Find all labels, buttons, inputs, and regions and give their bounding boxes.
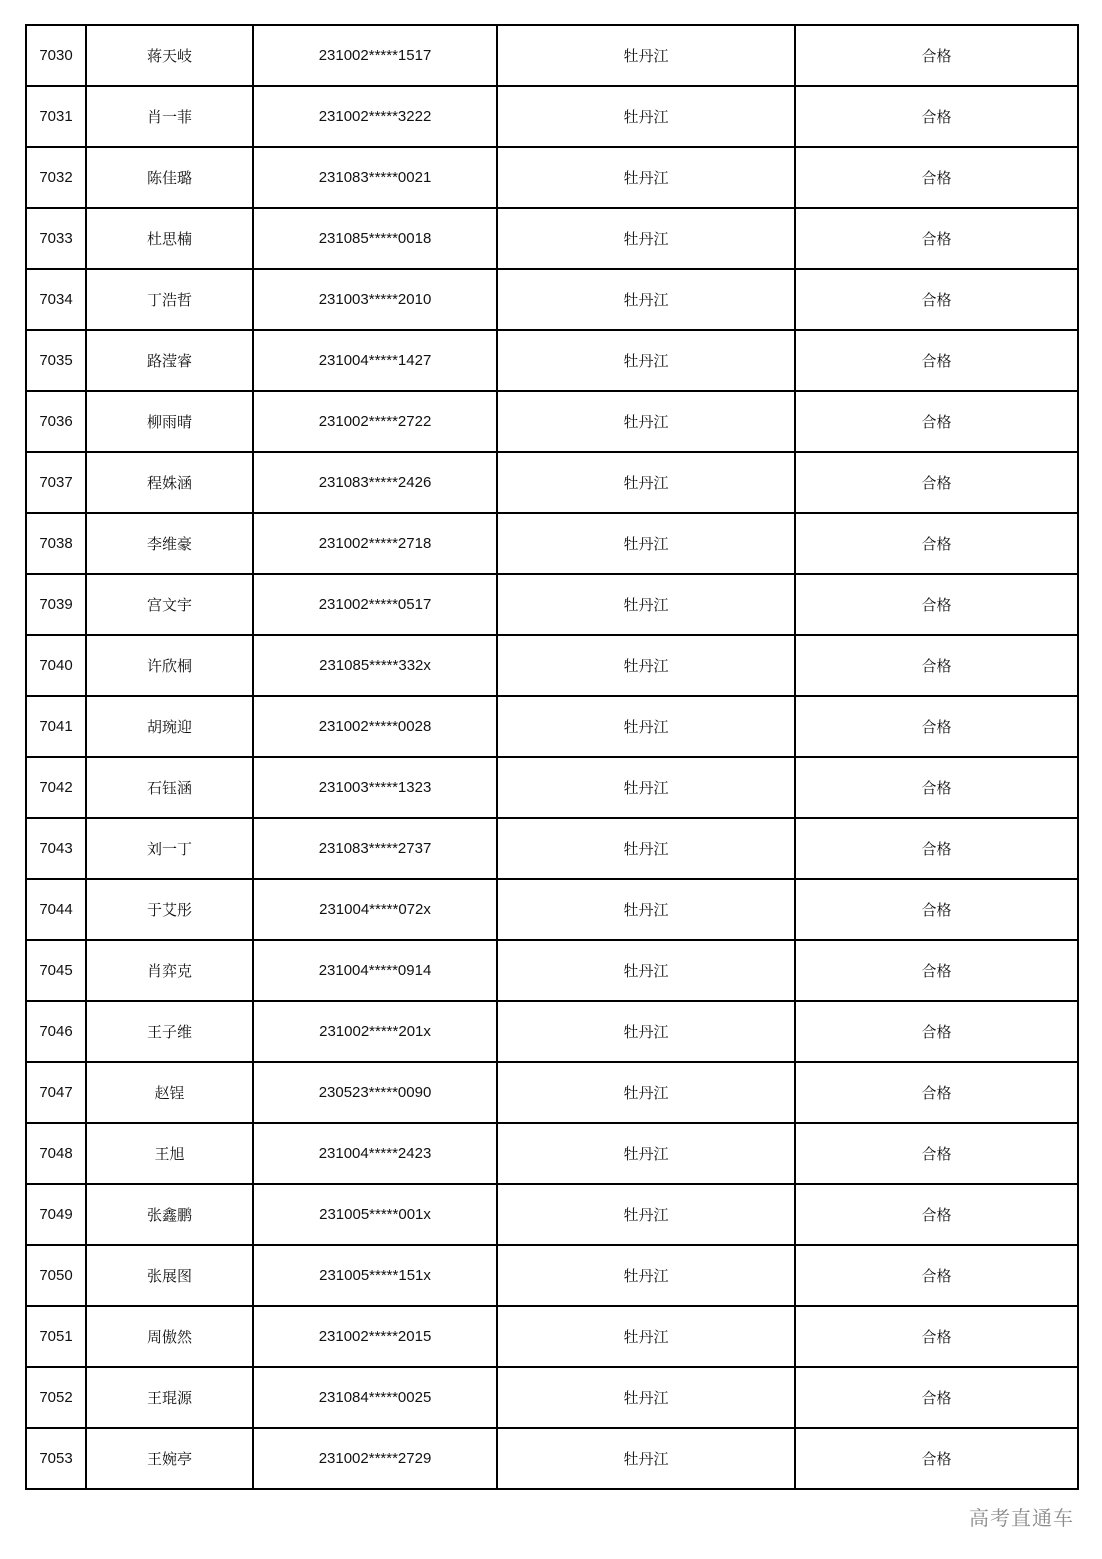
cell-name: 刘一丁 xyxy=(86,818,253,879)
cell-id-number: 231085*****0018 xyxy=(253,208,497,269)
cell-number: 7050 xyxy=(26,1245,86,1306)
cell-name: 王旭 xyxy=(86,1123,253,1184)
cell-id-number: 231002*****3222 xyxy=(253,86,497,147)
cell-number: 7052 xyxy=(26,1367,86,1428)
cell-id-number: 231004*****0914 xyxy=(253,940,497,1001)
cell-id-number: 231002*****2722 xyxy=(253,391,497,452)
cell-id-number: 231002*****1517 xyxy=(253,25,497,86)
cell-number: 7032 xyxy=(26,147,86,208)
cell-city: 牡丹江 xyxy=(497,86,795,147)
table-row xyxy=(26,879,1078,940)
cell-id-number: 231002*****0028 xyxy=(253,696,497,757)
cell-number: 7041 xyxy=(26,696,86,757)
cell-number: 7046 xyxy=(26,1001,86,1062)
cell-city: 牡丹江 xyxy=(497,635,795,696)
cell-number: 7038 xyxy=(26,513,86,574)
cell-number: 7047 xyxy=(26,1062,86,1123)
cell-id-number: 231003*****1323 xyxy=(253,757,497,818)
table-row xyxy=(26,513,1078,574)
cell-number: 7040 xyxy=(26,635,86,696)
table-row xyxy=(26,1428,1078,1489)
cell-result: 合格 xyxy=(795,452,1078,513)
roster-table-body xyxy=(26,25,1078,1489)
cell-name: 宫文宇 xyxy=(86,574,253,635)
cell-number: 7037 xyxy=(26,452,86,513)
cell-city: 牡丹江 xyxy=(497,940,795,1001)
cell-city: 牡丹江 xyxy=(497,391,795,452)
table-row xyxy=(26,1184,1078,1245)
cell-number: 7031 xyxy=(26,86,86,147)
table-row xyxy=(26,1123,1078,1184)
cell-id-number: 231083*****2426 xyxy=(253,452,497,513)
cell-city: 牡丹江 xyxy=(497,757,795,818)
cell-id-number: 230523*****0090 xyxy=(253,1062,497,1123)
cell-city: 牡丹江 xyxy=(497,1306,795,1367)
cell-result: 合格 xyxy=(795,940,1078,1001)
cell-number: 7030 xyxy=(26,25,86,86)
cell-name: 丁浩哲 xyxy=(86,269,253,330)
cell-id-number: 231005*****001x xyxy=(253,1184,497,1245)
cell-result: 合格 xyxy=(795,1367,1078,1428)
cell-name: 石钰涵 xyxy=(86,757,253,818)
table-row xyxy=(26,269,1078,330)
cell-name: 肖一菲 xyxy=(86,86,253,147)
cell-result: 合格 xyxy=(795,1123,1078,1184)
cell-result: 合格 xyxy=(795,25,1078,86)
cell-number: 7042 xyxy=(26,757,86,818)
cell-city: 牡丹江 xyxy=(497,574,795,635)
cell-result: 合格 xyxy=(795,1428,1078,1489)
cell-result: 合格 xyxy=(795,1306,1078,1367)
table-row xyxy=(26,635,1078,696)
cell-id-number: 231083*****0021 xyxy=(253,147,497,208)
cell-id-number: 231083*****2737 xyxy=(253,818,497,879)
cell-number: 7044 xyxy=(26,879,86,940)
cell-city: 牡丹江 xyxy=(497,818,795,879)
cell-id-number: 231003*****2010 xyxy=(253,269,497,330)
cell-result: 合格 xyxy=(795,635,1078,696)
cell-result: 合格 xyxy=(795,147,1078,208)
cell-name: 王琨源 xyxy=(86,1367,253,1428)
cell-city: 牡丹江 xyxy=(497,1428,795,1489)
table-row xyxy=(26,208,1078,269)
cell-result: 合格 xyxy=(795,818,1078,879)
cell-name: 杜思楠 xyxy=(86,208,253,269)
table-row xyxy=(26,574,1078,635)
watermark-text: 高考直通车 xyxy=(969,1506,1074,1530)
table-row xyxy=(26,757,1078,818)
cell-name: 许欣桐 xyxy=(86,635,253,696)
cell-id-number: 231084*****0025 xyxy=(253,1367,497,1428)
cell-result: 合格 xyxy=(795,879,1078,940)
cell-result: 合格 xyxy=(795,1245,1078,1306)
cell-number: 7048 xyxy=(26,1123,86,1184)
cell-city: 牡丹江 xyxy=(497,330,795,391)
cell-result: 合格 xyxy=(795,513,1078,574)
cell-id-number: 231004*****1427 xyxy=(253,330,497,391)
cell-result: 合格 xyxy=(795,1184,1078,1245)
cell-number: 7043 xyxy=(26,818,86,879)
table-row xyxy=(26,330,1078,391)
cell-city: 牡丹江 xyxy=(497,879,795,940)
cell-result: 合格 xyxy=(795,330,1078,391)
cell-name: 程姝涵 xyxy=(86,452,253,513)
cell-id-number: 231002*****2729 xyxy=(253,1428,497,1489)
cell-name: 王婉亭 xyxy=(86,1428,253,1489)
table-row xyxy=(26,696,1078,757)
cell-number: 7045 xyxy=(26,940,86,1001)
cell-name: 周傲然 xyxy=(86,1306,253,1367)
roster-table xyxy=(25,24,1079,1490)
cell-result: 合格 xyxy=(795,574,1078,635)
document-page xyxy=(25,24,1077,1490)
table-row xyxy=(26,86,1078,147)
cell-city: 牡丹江 xyxy=(497,452,795,513)
cell-number: 7039 xyxy=(26,574,86,635)
cell-city: 牡丹江 xyxy=(497,1123,795,1184)
cell-name: 柳雨晴 xyxy=(86,391,253,452)
cell-name: 赵锃 xyxy=(86,1062,253,1123)
cell-result: 合格 xyxy=(795,1001,1078,1062)
cell-number: 7034 xyxy=(26,269,86,330)
cell-number: 7035 xyxy=(26,330,86,391)
cell-number: 7049 xyxy=(26,1184,86,1245)
cell-number: 7036 xyxy=(26,391,86,452)
cell-city: 牡丹江 xyxy=(497,696,795,757)
cell-number: 7051 xyxy=(26,1306,86,1367)
cell-id-number: 231002*****2718 xyxy=(253,513,497,574)
cell-result: 合格 xyxy=(795,391,1078,452)
cell-name: 肖弈克 xyxy=(86,940,253,1001)
cell-city: 牡丹江 xyxy=(497,269,795,330)
cell-id-number: 231085*****332x xyxy=(253,635,497,696)
cell-name: 路滢睿 xyxy=(86,330,253,391)
table-row xyxy=(26,452,1078,513)
cell-result: 合格 xyxy=(795,86,1078,147)
cell-id-number: 231004*****072x xyxy=(253,879,497,940)
cell-result: 合格 xyxy=(795,696,1078,757)
cell-id-number: 231004*****2423 xyxy=(253,1123,497,1184)
cell-result: 合格 xyxy=(795,269,1078,330)
table-row xyxy=(26,147,1078,208)
cell-city: 牡丹江 xyxy=(497,1062,795,1123)
table-row xyxy=(26,391,1078,452)
cell-result: 合格 xyxy=(795,757,1078,818)
cell-name: 于艾彤 xyxy=(86,879,253,940)
cell-city: 牡丹江 xyxy=(497,1184,795,1245)
cell-city: 牡丹江 xyxy=(497,208,795,269)
cell-city: 牡丹江 xyxy=(497,147,795,208)
cell-result: 合格 xyxy=(795,208,1078,269)
cell-city: 牡丹江 xyxy=(497,1367,795,1428)
cell-city: 牡丹江 xyxy=(497,25,795,86)
table-row xyxy=(26,1001,1078,1062)
cell-name: 胡琬迎 xyxy=(86,696,253,757)
table-row xyxy=(26,1245,1078,1306)
table-row xyxy=(26,940,1078,1001)
table-row xyxy=(26,1062,1078,1123)
cell-number: 7053 xyxy=(26,1428,86,1489)
cell-name: 蒋天岐 xyxy=(86,25,253,86)
table-row xyxy=(26,25,1078,86)
cell-id-number: 231005*****151x xyxy=(253,1245,497,1306)
cell-city: 牡丹江 xyxy=(497,1245,795,1306)
cell-city: 牡丹江 xyxy=(497,1001,795,1062)
table-row xyxy=(26,1367,1078,1428)
cell-id-number: 231002*****2015 xyxy=(253,1306,497,1367)
cell-name: 李维豪 xyxy=(86,513,253,574)
cell-id-number: 231002*****201x xyxy=(253,1001,497,1062)
cell-name: 张展图 xyxy=(86,1245,253,1306)
cell-id-number: 231002*****0517 xyxy=(253,574,497,635)
table-row xyxy=(26,818,1078,879)
cell-name: 陈佳璐 xyxy=(86,147,253,208)
cell-number: 7033 xyxy=(26,208,86,269)
cell-name: 张鑫鹏 xyxy=(86,1184,253,1245)
table-row xyxy=(26,1306,1078,1367)
cell-result: 合格 xyxy=(795,1062,1078,1123)
cell-city: 牡丹江 xyxy=(497,513,795,574)
cell-name: 王子维 xyxy=(86,1001,253,1062)
